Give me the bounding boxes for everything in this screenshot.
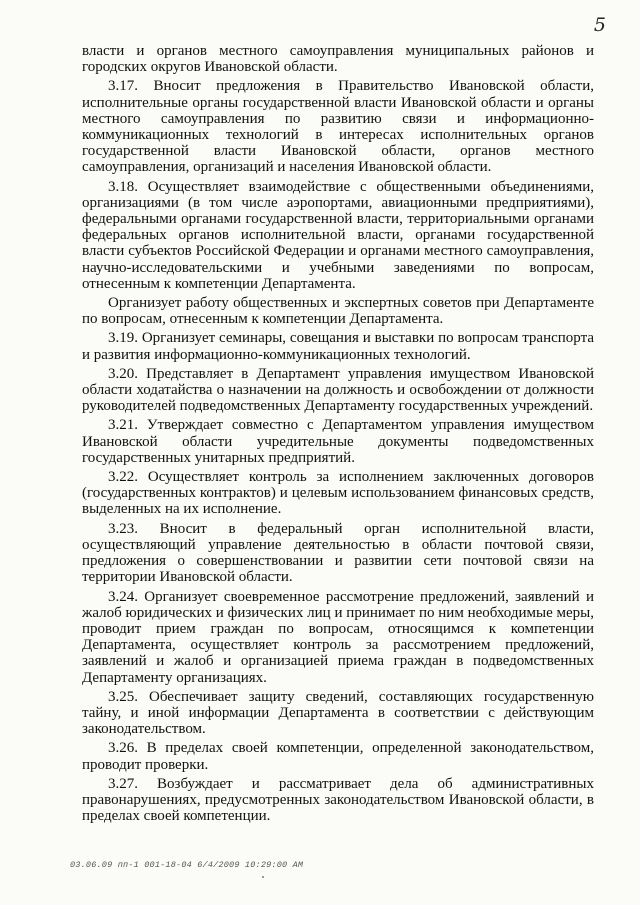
paragraph-3-18-councils: Организует работу общественных и экспертных советов при Департаменте по вопросам, отнесенным к компетенции Департамента. (82, 295, 594, 328)
paragraph-3-21: 3.21. Утверждает совместно с Департаментом управления имуществом Ивановской области учредительные документы подведомственных государственных унитарных предприятий. (82, 417, 594, 466)
paragraph-3-22: 3.22. Осуществляет контроль за исполнением заключенных договоров (государственных контрактов) и целевым использованием финансовых средств, выделенных на их исполнение. (82, 469, 594, 518)
paragraph-3-23: 3.23. Вносит в федеральный орган исполнительной власти, осуществляющий управление деятельностью в области почтовой связи, предложения о совершенствовании и развитии сети почтовой связи на территории Ивановской области. (82, 520, 594, 586)
document-footer: 03.06.09 пп-1 001-18-04 6/4/2009 10:29:00 AM (70, 860, 304, 870)
paragraph-3-27: 3.27. Возбуждает и рассматривает дела об административных правонарушениях, предусмотренных законодательством Ивановской области, в пределах своей компетенции. (82, 775, 594, 825)
page-number: 5 (593, 14, 606, 36)
paragraph-3-25: 3.25. Обеспечивает защиту сведений, составляющих государственную тайну, и иной информации Департамента в соответствии с действующим законодательством. (82, 688, 594, 738)
document-body (82, 43, 594, 827)
paragraph-continuation: власти и органов местного самоуправления муниципальных районов и городских округов Ивановской области. (82, 43, 594, 76)
paragraph-3-26: 3.26. В пределах своей компетенции, определенной законодательством, проводит проверки. (82, 740, 594, 773)
scan-speck (262, 876, 264, 878)
paragraph-3-24: 3.24. Организует своевременное рассмотрение предложений, заявлений и жалоб юридических и физических лиц и принимает по ним необходимые меры, проводит прием граждан по вопросам, относящимся к компетенции Департамента, осуществляет контроль за рассмотрением предложений, заявлений и жалоб и организацией приема граждан в подведомственных Департаменту организациях. (82, 588, 594, 686)
paragraph-3-20: 3.20. Представляет в Департамент управления имуществом Ивановской области ходатайства о назначении на должность и освобождении от должности руководителей подведомственных Департаменту государственных учреждений. (82, 365, 594, 415)
paragraph-3-17: 3.17. Вносит предложения в Правительство Ивановской области, исполнительные органы государственной власти Ивановской области и органы местного самоуправления по развитию связи и информационно-коммуникационных технологий в интересах исполнительных органов государственной власти Ивановской области, органов местного самоуправления, организаций и населения Ивановской области. (82, 78, 594, 176)
paragraph-3-18: 3.18. Осуществляет взаимодействие с общественными объединениями, организациями (в том числе аэропортами, авиационными предприятиями), федеральными органами государственной власти, территориальными органами федеральных органов исполнительной власти, органами государственной власти субъектов Российской Федерации и органами местного самоуправления, научно-исследовательскими и учебными заведениями по вопросам, отнесенным к компетенции Департамента. (82, 178, 594, 292)
paragraph-3-19: 3.19. Организует семинары, совещания и выставки по вопросам транспорта и развития информационно-коммуникационных технологий. (82, 330, 594, 363)
